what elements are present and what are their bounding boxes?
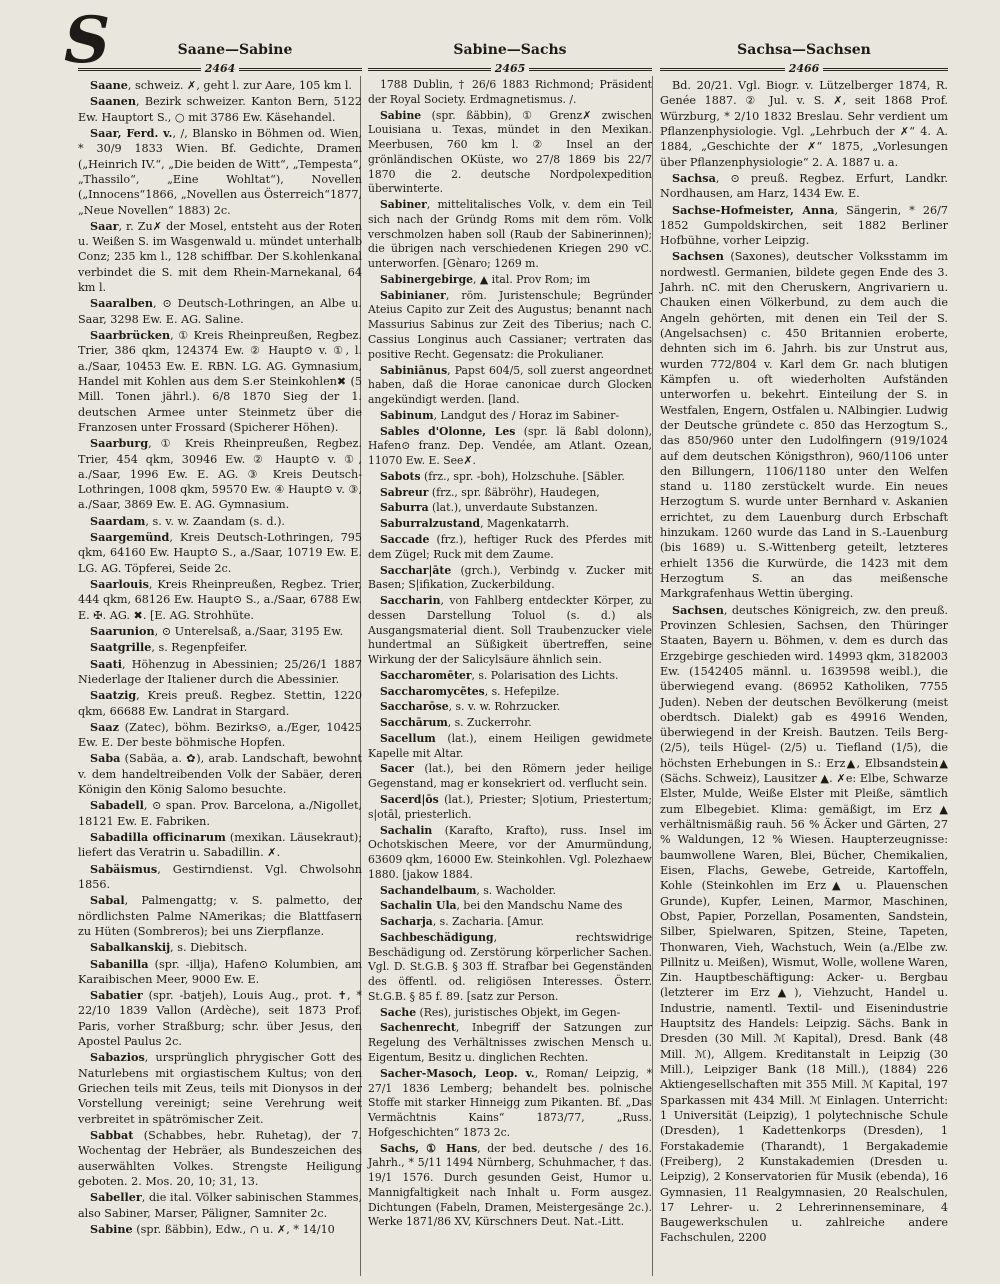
dictionary-entry [78,640,362,655]
dictionary-entry [78,830,362,861]
entry-headword: Sabine [380,108,422,122]
entry-text: (spr. -illja), Hafen⊙ Kolumbien, am Karaibischen Meer, 9000 Ew. E. [78,957,362,986]
entry-text: , s. Polarisation des Lichts. [471,668,619,682]
entry-list [78,78,362,1237]
entry-text: (spr. ßäbbin), Edw., ∩ u. ✗, * 14/10 [132,1222,335,1236]
entry-text: (mexikan. Läusekraut); liefert das Veratrin u. Sabadillin. ✗. [78,831,362,860]
entry-headword: Saargemünd [90,530,170,545]
entry-text: , bei den Mandschu Name des [456,899,623,913]
dictionary-entry [78,893,362,939]
entry-headword: Sachsen [672,249,724,264]
dictionary-entry [78,657,362,688]
entry-headword: Saccharomycētes [380,684,485,698]
entry-text: , röm. Juristenschule; Begründer Ateius Capito zur Zeit des Augustus; benannt nach Massurius Sabinus zur Zeit des Tiberius; nach C. Cassius Longinus auch Cassianer; vertraten das positive Recht. Gegensatz: die Prokulianer. [368,288,652,361]
entry-headword: Sacchar|āte [380,563,452,577]
entry-headword: Saccharomēter [380,668,472,682]
entry-text: , /, Blansko in Böhmen od. Wien, * 30/9 1833 Wien. Bf. Gedichte, Dramen („Heinrich IV.“, „Die beiden de Witt“, „Tempesta“, „Thassilo“, „Eine Wohltat“), Novellen („Innocens“1866, „Novellen aus Österreich“1877, „Neue Novellen“ 1883) 2c. [78,126,363,217]
entry-text: , s. Diebitsch. [170,941,248,955]
entry-text: (lat.), unverdaute Substanzen. [428,501,598,515]
dictionary-entry [368,700,652,715]
dictionary-entry [78,436,362,513]
entry-headword: Saane [90,78,128,92]
entry-headword: Sachbeschädigung [380,930,494,944]
entry-text: , ⊙ span. Prov. Barcelona, a./Nigollet, 18121 Ew. E. Fabriken. [78,799,362,828]
entry-text: , schweiz. ✗, geht l. zur Aare, 105 km l. [127,79,352,92]
column-divider [652,76,653,1276]
page-number-rule [660,62,948,76]
entry-headword: Saarunion [90,623,155,638]
dictionary-entry [368,899,652,914]
dictionary-entry [78,126,362,218]
dictionary-entry [368,1021,652,1065]
dictionary-entry [78,94,362,125]
entry-headword: Saaralben [90,296,154,311]
entry-text: (grch.), Verbindg v. Zucker mit Basen; S|ifikation, Zuckerbildung. [368,563,652,592]
dictionary-entry [368,109,652,198]
entry-text: (frz.), heftiger Ruck des Pferdes mit dem Zügel; Ruck mit dem Zaume. [368,532,652,561]
dictionary-entry [78,751,362,797]
dictionary-entry [368,470,652,485]
entry-text: , Höhenzug in Abessinien; 25/26/1 1887 Niederlage der Italiener durch die Abessinier. [78,657,362,686]
dictionary-entry [78,940,362,955]
entry-text: , ① Kreis Rheinpreußen, Regbez. Trier, 454 qkm, 30946 Ew. ② Haupt⊙ v. ①, a./Saar, 1996 Ew. E. AG. ③ Kreis Deutsch-Lothringen, 1008 qkm, 59570 Ew. ④ Haupt⊙ v. ③, a./Saar, 3869 Ew. E. AG. Gymnasium. [78,437,362,512]
entry-headword: Saatgrille [90,640,152,655]
dictionary-entry [78,577,362,623]
entry-headword: Sabiner [380,198,427,212]
entry-headword: Sachenrecht [380,1021,456,1035]
entry-text: , Kreis preuß. Regbez. Stettin, 1220 qkm, 66688 Ew. Landrat in Stargard. [78,689,362,718]
entry-text: , Papst 604/5, soll zuerst angeordnet haben, daß die Horae canonicae durch Glocken angekündigt werden. [land. [368,363,652,407]
entry-headword: Sabinum [380,408,434,422]
entry-text: (Res), juristisches Objekt, im Gegen- [416,1005,621,1019]
page-number-rule [368,62,652,76]
entry-text: , ursprünglich phrygischer Gott des Naturlebens mit orgiastischem Kultus; von den Griechen teils mit Zeus, teils mit Dionysos in der Vorstellung vereinigt; seine Verehrung weit verbreitet in spätrömischer Zeit. [78,1051,362,1126]
entry-headword: Saburra [380,501,429,515]
entry-headword: Sacer [380,762,414,776]
entry-text: (frz., spr. -boh), Holzschuhe. [Säbler. [420,469,625,483]
entry-headword: Sachs, ① Hans [380,1141,478,1155]
entry-headword: Sachsen [672,602,724,617]
entry-headword: Saccharōse [380,700,449,714]
dictionary-entry [368,198,652,272]
entry-headword: Sables d'Olonne, Les [380,424,516,438]
entry-headword: Sabal [90,893,125,908]
entry-text: , rechtswidrige Beschädigung od. Zerstörung körperlicher Sachen. Vgl. D. St.G.B. § 303 ff. Strafbar bei Gegenständen des öffentl. od. religiösen Interesses. Österr. St.G.B. § 85 f. 89. [satz zur Person. [368,930,652,1003]
dictionary-entry [78,530,362,576]
entry-text: , s. v. w. Zaandam (s. d.). [145,514,285,528]
entry-headword: Sachalin Ula [380,899,457,913]
dictionary-entry [368,289,652,363]
dictionary-entry [368,594,652,668]
entry-text: (Schabbes, hebr. Ruhetag), der 7. Wochentag der Hebräer, als Bundeszeichen des auserwählten Volkes. Strengste Heiligung geboten. 2. Mos. 20, 10; 31, 13. [78,1128,362,1188]
entry-text: , Palmengattg; v. S. palmetto, der nördlichsten Palme NAmerikas; die Blattfasern zu Hüten (Sombreros); bei uns Zierpflanze. [78,894,362,938]
entry-headword: Saarburg [90,436,149,451]
entry-headword: Saar, Ferd. v. [90,125,173,140]
entry-text: , Roman/ Leipzig, * 27/1 1836 Lemberg; behandelt bes. polnische Stoffe mit starker Hinneigg zum Pikanten. Bf. „Das Vermächtnis Kains“ 1873/77, „Russ. Hofgeschichten“ 1873 2c. [368,1066,652,1139]
entry-text: , Bezirk schweizer. Kanton Bern, 5122 Ew. Hauptort S., ○ mit 3786 Ew. Käsehandel. [78,95,362,124]
page-number-rule [78,62,362,76]
dictionary-entry [368,762,652,792]
entry-headword: Sabäismus [90,861,158,876]
dictionary-entry [368,915,652,930]
dictionary-entry [78,798,362,829]
entry-headword: Sachsa [672,170,716,185]
dictionary-entry [368,273,652,288]
dictionary-entry [368,425,652,469]
entry-headword: Sabalkanskij [90,940,171,955]
entry-text: (Sabäa, a. ✿), arab. Landschaft, bewohnt v. dem handeltreibenden Volk der Sabäer, deren Königin den König Salomo besuchte. [78,752,362,797]
dictionary-entry [368,1142,652,1231]
entry-headword: Saar [90,218,119,233]
dictionary-entry [368,931,652,1005]
entry-text: , mittelitalisches Volk, v. dem ein Teil sich nach der Gründg Roms mit dem röm. Volk verschmolzen haben soll (Raub der Sabinerinnen); die übrigen nach verschiedenen Kriegen 290 vC. unterworfen. [Gènaro; 1269 m. [368,198,652,271]
entry-headword: Saburralzustand [380,517,481,531]
entry-headword: Sacchārum [380,716,448,730]
entry-text: , ⊙ Deutsch-Lothringen, an Albe u. Saar, 3298 Ew. E. AG. Saline. [78,297,362,326]
dictionary-entry [78,1050,362,1127]
entry-headword: Sabreur [380,485,429,499]
entry-headword: Sabinergebirge [380,272,474,286]
dictionary-entry [368,564,652,594]
column-1 [78,40,362,1238]
entry-text: , s. v. w. Rohrzucker. [448,700,561,714]
entry-text: (frz., spr. ßäbröhr), Haudegen, [428,485,600,499]
entry-headword: Saati [90,656,122,671]
entry-text: , Kreis Deutsch-Lothringen, 795 qkm, 64160 Ew. Haupt⊙ S., a./Saar, 10719 Ew. E. LG. AG. Töpferei, Seide 2c. [78,531,362,575]
entry-headword: Saarbrücken [90,328,171,342]
page-number: 2466 [788,62,820,75]
entry-headword: Sachandelbaum [380,883,477,897]
dictionary-entry [368,78,652,108]
dictionary-entry [78,688,362,719]
entry-headword: Sacharja [380,915,433,929]
entry-headword: Sabeller [90,1190,142,1205]
entry-text: , s. Wacholder. [476,883,556,897]
entry-text: , Sängerin, * 26/7 1852 Gumpoldskirchen, seit 1882 Berliner Hofbühne, vorher Leipzig. [660,203,948,248]
entry-headword: Saanen [90,94,136,109]
entry-text: , s. Zacharia. [Amur. [432,915,544,929]
entry-text: (spr. -batjeh), Louis Aug., prot. ✝, * 22/10 1839 Vallon (Ardèche), seit 1873 Prof. Paris, vorher Straßburg; schr. über Jesus, den Apostel Paulus 2c. [78,989,362,1049]
dictionary-entry [368,517,652,532]
entry-list [368,78,652,1230]
entry-headword: Sabanilla [90,956,149,971]
entry-headword: Sabadilla officinarum [90,830,226,844]
dictionary-entry [78,328,362,435]
entry-headword: Saccade [380,532,430,546]
dictionary-entry [368,793,652,823]
dictionary-entry [368,685,652,700]
entry-headword: Sabbat [90,1127,134,1142]
entry-headword: Sachse-Hofmeister, Anna [672,202,835,217]
dictionary-entry [78,720,362,751]
column-header: Sachsa—Sachsen [737,42,871,58]
entry-text: , von Fahlberg entdeckter Körper, zu dessen Darstellung Toluol (s. d.) als Ausgangsmaterial dient. Soll Traubenzucker viele hundertmal an Süßigkeit übertreffen, seine Wirkung der der Salicylsäure ähnlich sein. [368,594,652,667]
entry-text: , ▲ ital. Prov Rom; im [473,272,591,286]
dictionary-entry [78,78,362,93]
entry-headword: Sabatier [90,988,143,1003]
dictionary-entry [78,1190,362,1221]
page-number: 2464 [204,62,236,75]
entry-headword: Sacerd|ōs [380,792,439,806]
dictionary-entry [660,171,948,202]
section-letter: S [64,3,111,78]
dictionary-entry [660,249,948,601]
entry-headword: Sabinianer [380,288,446,302]
entry-text: , s. Zuckerrohr. [447,716,532,730]
dictionary-entry [78,862,362,893]
entry-text: (spr. ßäbbin), ① Grenz✗ zwischen Louisiana u. Texas, mündet in den Mexikan. Meerbusen, 760 km l. ② Insel an der grönländischen OKüste, wo 27/8 1869 bis 22/7 1870 die 2. deutsche Nordpolexpedition überwinterte. [368,108,652,196]
entry-text: , ⊙ preuß. Regbez. Erfurt, Landkr. Nordhausen, am Harz, 1434 Ew. E. [660,171,948,201]
dictionary-entry [368,409,652,424]
entry-text: , ⊙ Unterelsaß, a./Saar, 3195 Ew. [154,624,344,638]
entry-headword: Saba [90,751,121,766]
entry-headword: Saatzig [90,688,137,703]
page-number: 2465 [494,62,526,75]
dictionary-entry [368,364,652,408]
dictionary-entry [78,1222,362,1237]
dictionary-entry [78,514,362,529]
column-header: Sabine—Sachs [453,42,567,58]
dictionary-entry [660,603,948,1246]
entry-text: (lat.), Priester; S|otium, Priestertum; s|otāl, priesterlich. [368,792,652,821]
dictionary-entry [368,486,652,501]
entry-text: , Kreis Rheinpreußen, Regbez. Trier, 444 qkm, 68126 Ew. Haupt⊙ S., a./Saar, 6788 Ew. E. ✠. AG. ✖. [E. AG. Strohhüte. [78,578,362,622]
entry-headword: Sache [380,1005,417,1019]
entry-headword: Sabadell [90,798,144,813]
entry-text: (Saxones), deutscher Volksstamm im nordwestl. Germanien, bildete gegen Ende des 3. Jahrh. nC. mit den Cheruskern, Angrivariern u. Chauken einen Völkerbund, zu dem auch die Angeln gehörten, mit denen ein Teil der S. (Angelsachsen) c. 450 Britannien eroberte, dehnten sich im 6. Jahrh. bis zur Unstrut aus, wurden 772/804 v. Karl dem Gr. nach blutigen Kämpfen u. oft wiederholten Aufständen unterworfen u. bekehrt. Einteilung der S. in Westfalen, Engern, Ostfalen u. NAlbingier. Ludwig der Deutsche gründete c. 850 das Herzogtum S., das 850/960 unter den Ludolfingern (919/1024 auf dem deutschen Königsthron), 960/1106 unter den Billungern, 1106/1180 unter den Welfen stand u. 1180 zerstückelt wurde. Ein neues Herzogtum S. wurde unter Bernhard v. Askanien errichtet, zu dem Lauenburg durch Erbschaft hinzukam. 1260 wurde das Land in S.-Lauenburg (bis 1689) u. S.-Wittenberg geteilt, letzteres erhielt 1356 die Kurwürde, die 1423 mit dem Herzogtum S. an das meißensche Markgrafenhaus Wettin überging. [660,250,948,601]
entry-text: , ① Kreis Rheinpreußen, Regbez. Trier, 386 qkm, 124374 Ew. ② Haupt⊙ v. ①, l. a./Saar, 10453 Ew. E. RBN. LG. AG. Gymnasium, Handel mit Kohlen aus dem S.er Steinkohlen✖ (5 Mill. Tonen jährl.). 6/8 1870 Sieg der 1. deutschen Armee unter Steinmetz über die Franzosen unter Frossard (Spicherer Höhen). [78,329,362,434]
entry-text: (spr. lä ßabl dolonn), Hafen⊙ franz. Dep. Vendée, am Atlant. Ozean, 11070 Ew. E. See✗. [368,424,652,468]
entry-text: (Zatec), böhm. Bezirks⊙, a./Eger, 10425 Ew. E. Der beste böhmische Hopfen. [78,720,362,750]
column-3 [660,40,948,1247]
entry-text: , Inbegriff der Satzungen zur Regelung des Verhältnisses zwischen Mensch u. Eigentum, Besitz u. dinglichen Rechten. [368,1021,652,1064]
entry-headword: Sabazios [90,1050,145,1065]
dictionary-entry [78,624,362,639]
entry-list [660,78,948,1246]
dictionary-entry [368,716,652,731]
dictionary-entry [78,296,362,327]
entry-headword: Sacellum [380,731,436,745]
entry-text: , s. Regenpfeifer. [151,641,248,655]
dictionary-entry [368,501,652,516]
entry-headword: Saarlouis [90,577,149,591]
entry-headword: Saaz [90,719,119,734]
dictionary-entry [368,1067,652,1141]
entry-text: , deutsches Königreich, zw. den preuß. Provinzen Schlesien, Sachsen, den Thüringer Staaten, Bayern u. Böhmen, v. dem es durch das Erzgebirge geschieden wird. 14993 qkm, 3182003 Ew. (1542405 männl. u. 1639598 weibl.), die überwiegend evang. (86952 Katholiken, 7755 Juden). Neben der deutschen Bevölkerung (meist oberdtsch. Dialekt) gab es 49916 Wenden, überwiegend in der Kreish. Bautzen. Teils Berg- (2/5), teils Hügel- (2/5) u. Tiefland (1/5), die höchsten Erhebungen in S.: Erz▲, Elbsandstein▲ (Sächs. Schweiz), Lausitzer ▲. ✗e: Elbe, Schwarze Elster, Mulde, Weiße Elster mit Pleiße, sämtlich zum Elbegebiet. Klima: gemäßigt, im Erz▲ verhältnismäßig rauh. 56 % Äcker und Gärten, 27 % Waldungen, 12 % Wiesen. Haupterzeugnisse: baumwollene Waren, Blei, Bücher, Chemikalien, Eisen, Flachs, Gewebe, Getreide, Kartoffeln, Kohle (Steinkohlen im Erz▲ u. Plauenschen Grunde), Kupfer, Leinen, Marmor, Maschinen, Obst, Papier, Porzellan, Posamenten, Sandstein, Silber, Spielwaren, Spitzen, Steine, Tapeten, Thonwaren, Vieh, Wachstuch, Wein (a./Elbe zw. Pillnitz u. Meißen), Wismut, Wolle, wollene Waren, Zin. Hauptbeschäftigung: Acker- u. Bergbau (letzterer im Erz▲), Viehzucht, Handel u. Industrie, namentl. Textil- und Eisenindustrie Hauptsitz des Handels: Leipzig. Sächs. Bank in Dresden (30 Mill. ℳ Kapital), Dresd. Bank (48 Mill. ℳ), Allgem. Kreditanstalt in Leipzig (30 Mill.), Leipziger Bank (18 Mill.), (1884) 226 Aktiengesellschaften mit 355 Mill. ℳ Kapital, 197 Sparkassen mit 434 Mill. ℳ Einlagen. Unterricht: 1 Universität (Leipzig), 1 polytechnische Schule (Dresden), 1 Kadettenkorps (Dresden), 1 Forstakademie (Tharandt), 1 Bergakademie (Freiberg), 2 Kunstakademien (Dresden u. Leipzig), 2 Konservatorien für Musik (ebenda), 16 Gymnasien, 11 Realgymnasien, 20 Realschulen, 17 Lehrer- u. 2 Lehrerinnenseminare, 4 Baugewerkschulen u. zahlreiche andere Fachschulen, 2200 [660,603,948,1245]
entry-text: (lat.), bei den Römern jeder heilige Gegenstand, mag er konsekriert od. verflucht sein. [368,762,652,791]
dictionary-entry [78,957,362,988]
entry-text: , der bed. deutsche / des 16. Jahrh., * 5/11 1494 Nürnberg, Schuhmacher, † das. 19/1 1576. Durch gesunden Geist, Humor u. Mannigfaltigkeit nach Inhalt u. Form ausgez. Dichtungen (Fabeln, Dramen, Meistergesänge 2c.). Werke 1871/86 XV, Kürschners Deut. Nat.-Litt. [368,1141,652,1229]
entry-text: , r. Zu✗ der Mosel, entsteht aus der Roten u. Weißen S. im Wasgenwald u. mündet unterhalb Conz; 235 km l., 128 schiffbar. Der S.kohlenkanal verbindet die S. mit dem Rhein-Marnekanal, 64 km l. [78,219,362,295]
dictionary-entry [78,988,362,1049]
dictionary-entry [368,533,652,563]
column-header: Saane—Sabine [177,42,293,58]
entry-headword: Sabiniānus [380,363,448,377]
dictionary-entry [368,1006,652,1021]
entry-headword: Saardam [90,513,146,528]
entry-text: 1788 Dublin, † 26/6 1883 Richmond; Präsident der Royal Society. Erdmagnetismus. /. [368,78,652,106]
entry-headword: Sabots [380,469,421,483]
entry-text: , Landgut des / Horaz im Sabiner- [433,408,620,422]
dictionary-entry [368,669,652,684]
entry-text: , die ital. Völker sabinischen Stammes, also Sabiner, Marser, Päligner, Samniter 2c. [78,1191,362,1220]
entry-headword: Sacher-Masoch, Leop. v. [380,1066,535,1080]
entry-text: , Magenkatarrh. [480,517,570,531]
dictionary-entry [660,203,948,249]
dictionary-entry [368,884,652,899]
entry-text: , Gestirndienst. Vgl. Chwolsohn 1856. [78,862,362,891]
entry-text: (Karafto, Krafto), russ. Insel im Ochotskischen Meere, vor der Amurmündung, 63609 qkm, 16000 Ew. Steinkohlen. Vgl. Polezhaew 1880. [jakow 1884. [368,823,652,881]
entry-headword: Sabine [90,1221,133,1236]
entry-text: Bd. 20/21. Vgl. Biogr. v. Lützelberger 1874, R. Genée 1887. ② Jul. v. S. ✗, seit 1868 Prof. Würzburg, * 2/10 1832 Breslau. Sehr verdient um Pflanzenphysiologie. Vgl. „Lehrbuch der ✗“ 4. A. 1884, „Geschichte der ✗“ 1875, „Vorlesungen über Pflanzenphysiologie“ 2. A. 1887 u. a. [660,79,948,169]
dictionary-entry [368,824,652,883]
column-2 [368,40,652,1231]
dictionary-entry [78,219,362,296]
entry-headword: Sachalin [380,823,433,837]
dictionary-entry [368,732,652,762]
entry-text: , s. Hefepilze. [484,684,560,698]
dictionary-entry [660,78,948,170]
entry-text: (lat.), einem Heiligen gewidmete Kapelle mit Altar. [368,731,652,760]
entry-headword: Saccharin [380,594,441,608]
dictionary-entry [78,1128,362,1189]
